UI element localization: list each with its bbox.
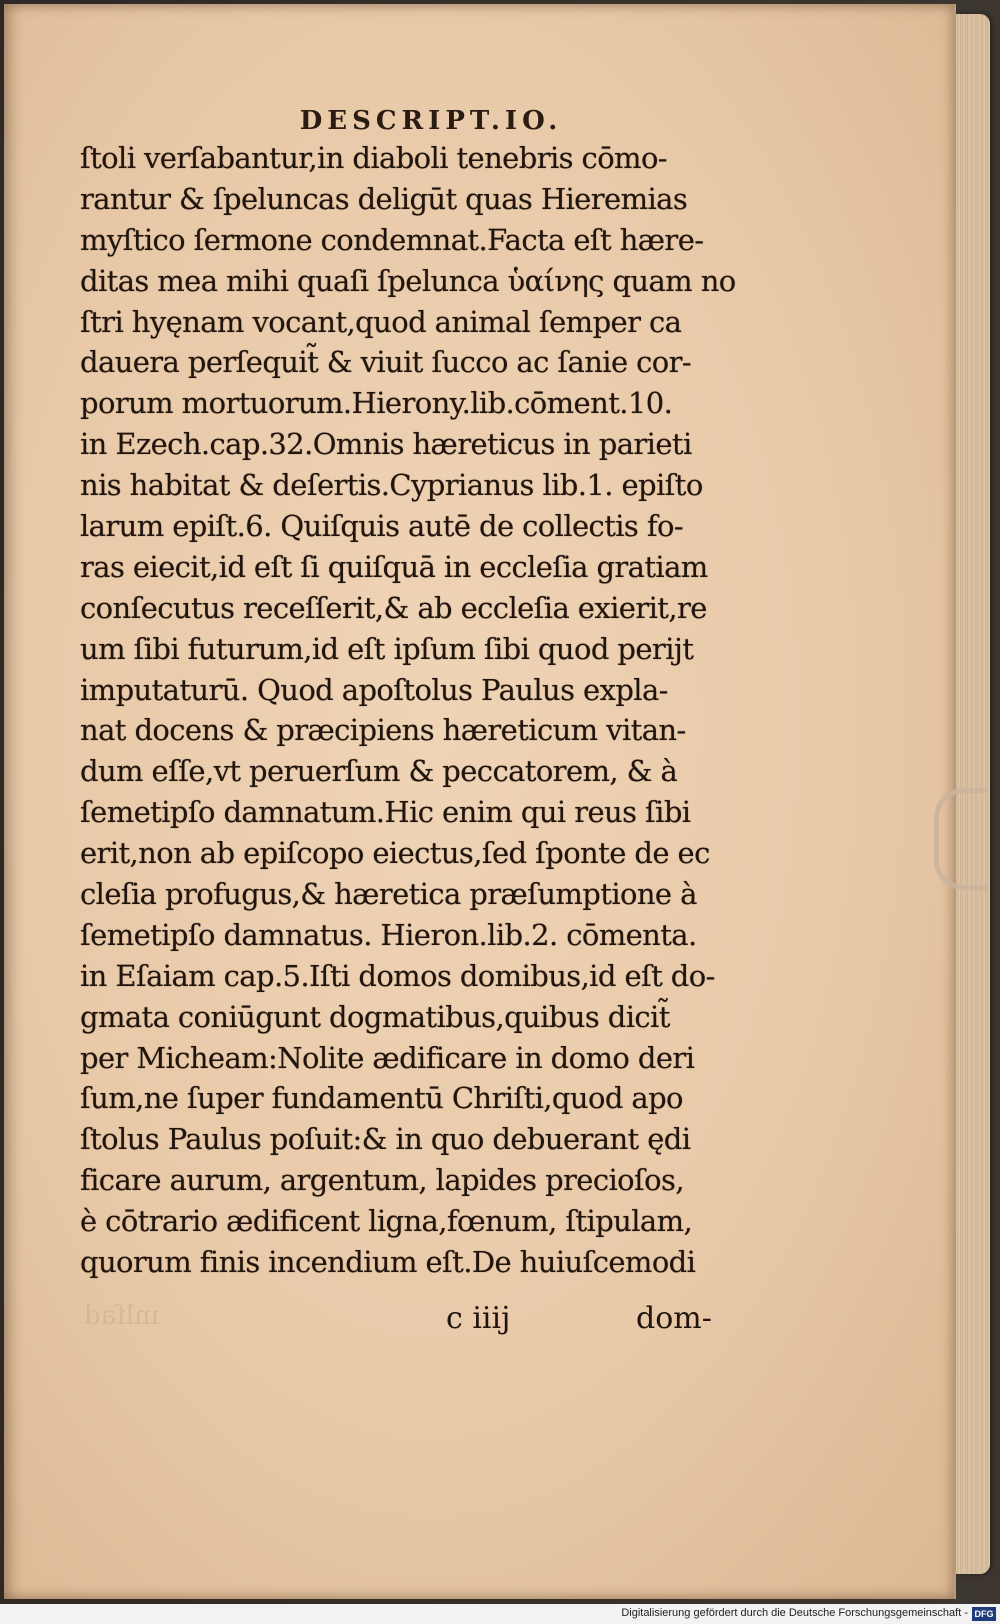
text-line: in Ezech.cap.32.Omnis hæreticus in parieti <box>80 427 692 462</box>
text-line: conſecutus receſſerit,& ab eccleſia exierit,re <box>80 590 707 625</box>
credit-bar <box>0 1604 1000 1624</box>
text-line: larum epiſt.6. Quiſquis autē de collectis fo- <box>80 509 684 544</box>
text-line: dum eſſe,vt peruerſum & peccatorem, & à <box>80 754 678 789</box>
text-line: gmata coniūgunt dogmatibus,quibus dicit̃ <box>80 999 670 1034</box>
text-line: ſtri hyęnam vocant,quod animal ſemper ca <box>80 304 682 339</box>
dfg-logo-icon: DFG <box>972 1607 996 1621</box>
text-line: ſemetipſo damnatum.Hic enim qui reus ſibi <box>80 795 691 830</box>
text-line: ras eiecit,id eſt ſi quiſquā in eccleſia gratiam <box>80 549 708 584</box>
text-line: nis habitat & deſertis.Cyprianus lib.1. epiſto <box>80 468 703 503</box>
text-line: um ſibi futurum,id eſt ipſum ſibi quod perijt <box>80 631 694 666</box>
text-line: nat docens & præcipiens hæreticum vitan- <box>80 713 686 748</box>
text-line: è cōtrario ædificent ligna,fœnum, ſtipulam, <box>80 1204 693 1239</box>
text-line: ditas mea mihi quaſi ſpelunca ὑαίνης quam no <box>80 263 736 298</box>
text-line: ſtolus Paulus poſuit:& in quo debuerant ędi <box>80 1122 691 1157</box>
text-line: per Micheam:Nolite ædificare in domo deri <box>80 1040 695 1075</box>
running-head: DESCRIPT.IO. <box>299 106 563 136</box>
text-line: dauera perſequit̃ & viuit ſucco ac ſanie cor- <box>80 345 692 380</box>
text-line: ficare aurum, argentum, lapides precioſos, <box>80 1163 684 1198</box>
text-line: cleſia profugus,& hæretica præſumptione à <box>80 877 697 912</box>
text-line: ſum,ne ſuper fundamentū Chriſti,quod apo <box>80 1081 683 1116</box>
text-line: ſtoli verſabantur,in diaboli tenebris cōmo- <box>80 141 668 175</box>
catchword: dom- <box>636 1301 712 1336</box>
bleed-through-text: ınlſad <box>84 1301 160 1331</box>
body-text <box>80 138 780 1283</box>
clasp-icon <box>934 788 987 890</box>
text-line: in Eſaiam cap.5.Iſti domos domibus,id eſt do- <box>80 958 715 993</box>
text-line: erit,non ab epiſcopo eiectus,ſed ſponte de ec <box>80 836 710 871</box>
book-page <box>4 4 956 1599</box>
text-line: rantur & ſpeluncas deligūt quas Hieremias <box>80 181 688 216</box>
text-line: imputaturū. Quod apoſtolus Paulus expla- <box>80 672 668 707</box>
text-line: porum mortuorum.Hierony.lib.cōment.10. <box>80 386 673 421</box>
text-line: quorum finis incendium eſt.De huiuſcemodi <box>80 1245 696 1280</box>
signature-mark: c iiij <box>446 1301 511 1336</box>
text-line: ſemetipſo damnatus. Hieron.lib.2. cōmenta. <box>80 917 697 952</box>
text-line: myſtico ſermone condemnat.Facta eſt hære- <box>80 222 704 257</box>
credit-text: Digitalisierung gefördert durch die Deutsche Forschungsgemeinschaft - <box>621 1607 968 1619</box>
